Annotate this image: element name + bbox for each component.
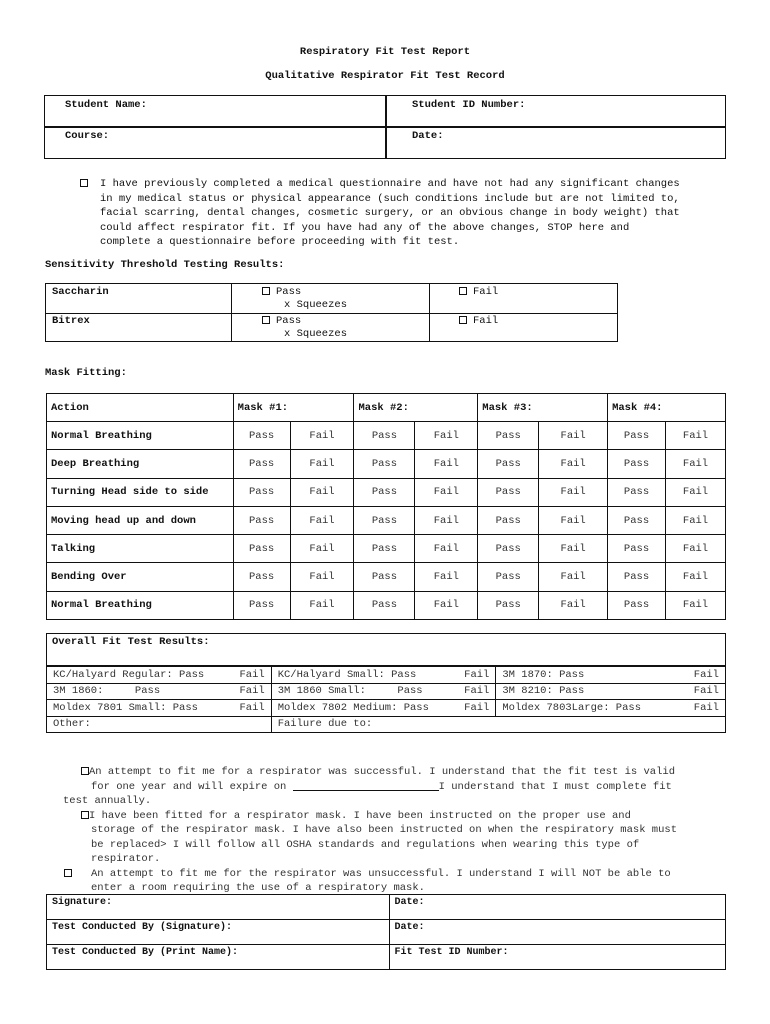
mask-3-fail-cell[interactable]: Fail xyxy=(539,535,608,563)
mask-3-pass-cell[interactable]: Pass xyxy=(478,591,539,619)
mask-1-header: Mask #1: xyxy=(233,394,354,422)
medical-line: facial scarring, dental changes, cosmetic surgery, or an obvious change in body weight) that xyxy=(100,207,680,219)
mask-4-fail-cell[interactable]: Fail xyxy=(666,563,726,591)
mask-2-fail-cell[interactable]: Fail xyxy=(415,450,478,478)
mask-4-header: Mask #4: xyxy=(608,394,726,422)
mask-2-fail-cell[interactable]: Fail xyxy=(415,506,478,534)
overall-result-cell[interactable] xyxy=(496,700,726,717)
mask-2-header: Mask #2: xyxy=(354,394,478,422)
fail-label: Fail xyxy=(473,315,499,327)
fitted-line: storage of the respirator mask. I have also been instructed on when the respiratory mask must xyxy=(91,824,677,836)
page-subtitle: Qualitative Respirator Fit Test Record xyxy=(265,70,505,82)
signature-date-field[interactable]: Date: xyxy=(389,895,725,920)
mask-2-pass-cell[interactable]: Pass xyxy=(354,478,415,506)
signature-row xyxy=(47,920,726,945)
mask-3-fail-cell[interactable]: Fail xyxy=(539,450,608,478)
saccharin-pass-checkbox[interactable] xyxy=(262,287,270,295)
mask-1-pass-cell[interactable]: Pass xyxy=(233,563,290,591)
mask-1-pass-cell[interactable]: Pass xyxy=(233,535,290,563)
mask-3-fail-cell[interactable]: Fail xyxy=(539,506,608,534)
success-line-3: test annually. xyxy=(63,795,152,807)
mask-4-fail-cell[interactable]: Fail xyxy=(666,591,726,619)
mask-result-label: Moldex 7802 Medium: Pass xyxy=(277,701,429,714)
medical-line: in my medical status or physical appearance (such conditions include but are not limited to, xyxy=(100,192,680,205)
success-line-1: An attempt to fit me for a respirator was successful. I understand that the fit test is valid xyxy=(89,766,675,778)
mask-action-row xyxy=(47,450,726,478)
bitrex-label: Bitrex xyxy=(52,315,90,327)
mask-result-fail: Fail xyxy=(464,701,490,714)
mask-4-pass-cell[interactable]: Pass xyxy=(608,478,666,506)
mask-2-pass-cell[interactable]: Pass xyxy=(354,450,415,478)
mask-4-fail-cell[interactable]: Fail xyxy=(666,422,726,450)
overall-results-table xyxy=(46,666,726,733)
mask-1-pass-cell[interactable]: Pass xyxy=(233,506,290,534)
mask-3-pass-cell[interactable]: Pass xyxy=(478,563,539,591)
mask-result-label: 3M 1870: Pass xyxy=(502,668,585,681)
student-info-box xyxy=(44,95,726,159)
mask-4-pass-cell[interactable]: Pass xyxy=(608,422,666,450)
mask-action-row xyxy=(47,591,726,619)
mask-4-fail-cell[interactable]: Fail xyxy=(666,506,726,534)
course-label: Course: xyxy=(65,130,110,142)
action-label: Bending Over xyxy=(47,563,234,591)
success-line-2a: for one year and will expire on xyxy=(91,780,287,793)
bitrex-fail xyxy=(459,315,498,327)
mask-4-pass-cell[interactable]: Pass xyxy=(608,506,666,534)
unsuccessful-line: enter a room requiring the use of a respiratory mask. xyxy=(91,882,425,894)
success-line-2b: I understand that I must complete fit xyxy=(438,780,672,793)
fitted-checkbox[interactable] xyxy=(81,811,89,819)
mask-2-pass-cell[interactable]: Pass xyxy=(354,535,415,563)
mask-2-pass-cell[interactable]: Pass xyxy=(354,591,415,619)
mask-2-pass-cell[interactable]: Pass xyxy=(354,506,415,534)
overall-result-cell[interactable] xyxy=(496,667,726,684)
signature-field[interactable]: Test Conducted By (Signature): xyxy=(47,920,390,945)
mask-3-pass-cell[interactable]: Pass xyxy=(478,506,539,534)
signature-row xyxy=(47,895,726,920)
action-label: Turning Head side to side xyxy=(47,478,234,506)
action-label: Talking xyxy=(47,535,234,563)
date-label: Date: xyxy=(412,130,444,142)
statements-block xyxy=(63,765,743,896)
mask-result-fail: Fail xyxy=(239,701,265,714)
student-name-label: Student Name: xyxy=(65,99,147,111)
mask-action-row xyxy=(47,563,726,591)
sensitivity-table xyxy=(45,283,618,342)
mask-3-fail-cell[interactable]: Fail xyxy=(539,563,608,591)
fitted-line: respirator. xyxy=(91,853,161,865)
mask-result-label: KC/Halyard Small: Pass xyxy=(277,668,417,681)
mask-action-row xyxy=(47,535,726,563)
action-header: Action xyxy=(47,394,234,422)
mask-4-fail-cell[interactable]: Fail xyxy=(666,535,726,563)
mask-action-row xyxy=(47,422,726,450)
overall-heading-box xyxy=(46,633,726,666)
mask-result-label: 3M 8210: Pass xyxy=(502,685,585,698)
overall-result-cell[interactable] xyxy=(271,683,496,700)
signature-date-field[interactable]: Date: xyxy=(389,920,725,945)
mask-2-fail-cell[interactable]: Fail xyxy=(415,591,478,619)
mask-1-fail-cell[interactable]: Fail xyxy=(290,450,354,478)
mask-1-fail-cell[interactable]: Fail xyxy=(290,535,354,563)
medical-statement xyxy=(100,177,740,250)
overall-result-cell[interactable] xyxy=(47,667,272,684)
mask-4-pass-cell[interactable]: Pass xyxy=(608,450,666,478)
fitted-line: be replaced> I will follow all OSHA standards and regulations when wearing this type of xyxy=(91,838,640,851)
mask-2-fail-cell[interactable]: Fail xyxy=(415,563,478,591)
saccharin-pass xyxy=(262,286,301,298)
overall-other-row xyxy=(47,716,726,733)
mask-1-fail-cell[interactable]: Fail xyxy=(290,478,354,506)
mask-result-fail: Fail xyxy=(464,685,490,698)
medical-line: complete a questionnaire before proceeding with fit test. xyxy=(100,236,460,248)
mask-3-pass-cell[interactable]: Pass xyxy=(478,535,539,563)
pass-label: Pass xyxy=(276,315,302,327)
mask-1-fail-cell[interactable]: Fail xyxy=(290,563,354,591)
expiry-date-field[interactable] xyxy=(293,780,439,791)
page-title: Respiratory Fit Test Report xyxy=(299,46,471,58)
mask-3-pass-cell[interactable]: Pass xyxy=(478,478,539,506)
signature-field[interactable]: Test Conducted By (Print Name): xyxy=(47,945,390,970)
mask-4-pass-cell[interactable]: Pass xyxy=(608,591,666,619)
mask-result-label: Moldex 7801 Small: Pass xyxy=(53,701,198,714)
signature-date-field[interactable]: Fit Test ID Number: xyxy=(389,945,725,970)
sensitivity-heading: Sensitivity Threshold Testing Results: xyxy=(45,259,285,271)
overall-results-row xyxy=(47,667,726,684)
saccharin-label: Saccharin xyxy=(52,286,109,298)
action-label: Normal Breathing xyxy=(47,422,234,450)
bitrex-squeezes: x Squeezes xyxy=(284,328,348,340)
mask-1-fail-cell[interactable]: Fail xyxy=(290,422,354,450)
mask-result-label: 3M 1860 Small: Pass xyxy=(277,685,423,698)
overall-result-cell[interactable] xyxy=(271,700,496,717)
mask-result-fail: Fail xyxy=(239,668,265,681)
overall-result-cell[interactable] xyxy=(47,683,272,700)
mask-2-pass-cell[interactable]: Pass xyxy=(354,563,415,591)
bitrex-fail-checkbox[interactable] xyxy=(459,316,467,324)
medical-checkbox[interactable] xyxy=(80,179,88,187)
mask-result-fail: Fail xyxy=(693,668,719,681)
mask-1-pass-cell[interactable]: Pass xyxy=(233,422,290,450)
action-label: Normal Breathing xyxy=(47,591,234,619)
mask-1-pass-cell[interactable]: Pass xyxy=(233,450,290,478)
saccharin-fail-checkbox[interactable] xyxy=(459,287,467,295)
action-label: Moving head up and down xyxy=(47,506,234,534)
mask-4-fail-cell[interactable]: Fail xyxy=(666,450,726,478)
mask-action-row xyxy=(47,506,726,534)
overall-result-cell[interactable] xyxy=(47,700,272,717)
mask-3-fail-cell[interactable]: Fail xyxy=(539,478,608,506)
overall-result-cell[interactable] xyxy=(271,667,496,684)
mask-result-fail: Fail xyxy=(239,685,265,698)
failure-due-label[interactable]: Failure due to: xyxy=(271,716,725,733)
mask-1-fail-cell[interactable]: Fail xyxy=(290,591,354,619)
overall-result-cell[interactable] xyxy=(496,683,726,700)
mask-3-header: Mask #3: xyxy=(478,394,608,422)
mask-4-pass-cell[interactable]: Pass xyxy=(608,563,666,591)
signature-field[interactable]: Signature: xyxy=(47,895,390,920)
mask-3-fail-cell[interactable]: Fail xyxy=(539,591,608,619)
saccharin-squeezes: x Squeezes xyxy=(284,299,348,311)
bitrex-pass xyxy=(262,315,301,327)
mask-1-fail-cell[interactable]: Fail xyxy=(290,506,354,534)
unsuccessful-line: An attempt to fit me for the respirator was unsuccessful. I understand I will NOT be able to xyxy=(91,867,671,880)
unsuccessful-checkbox[interactable] xyxy=(64,869,72,877)
student-id-label: Student ID Number: xyxy=(412,99,526,111)
mask-action-row xyxy=(47,478,726,506)
overall-heading: Overall Fit Test Results: xyxy=(52,636,210,648)
other-label[interactable]: Other: xyxy=(47,716,272,733)
bitrex-pass-checkbox[interactable] xyxy=(262,316,270,324)
mask-4-fail-cell[interactable]: Fail xyxy=(666,478,726,506)
pass-label: Pass xyxy=(276,286,302,298)
signature-row xyxy=(47,945,726,970)
mask-result-fail: Fail xyxy=(693,701,719,714)
medical-line: could affect respirator fit. If you have had any of the above changes, STOP here and xyxy=(100,221,630,234)
mask-fitting-heading: Mask Fitting: xyxy=(45,367,127,379)
mask-result-label: KC/Halyard Regular: Pass xyxy=(53,668,205,681)
mask-3-fail-cell[interactable]: Fail xyxy=(539,422,608,450)
mask-result-label: 3M 1860: Pass xyxy=(53,685,161,698)
mask-1-pass-cell[interactable]: Pass xyxy=(233,478,290,506)
mask-result-fail: Fail xyxy=(693,685,719,698)
fitted-line: I have been fitted for a respirator mask. I have been instructed on the proper use and xyxy=(89,809,631,822)
mask-2-fail-cell[interactable]: Fail xyxy=(415,478,478,506)
signature-table xyxy=(46,894,726,970)
mask-header-row xyxy=(47,394,726,422)
success-checkbox[interactable] xyxy=(81,767,89,775)
mask-4-pass-cell[interactable]: Pass xyxy=(608,535,666,563)
mask-3-pass-cell[interactable]: Pass xyxy=(478,422,539,450)
mask-2-pass-cell[interactable]: Pass xyxy=(354,422,415,450)
fail-label: Fail xyxy=(473,286,499,298)
mask-2-fail-cell[interactable]: Fail xyxy=(415,535,478,563)
mask-2-fail-cell[interactable]: Fail xyxy=(415,422,478,450)
overall-results-row xyxy=(47,683,726,700)
mask-fitting-table xyxy=(46,393,726,620)
saccharin-fail xyxy=(459,286,498,298)
mask-1-pass-cell[interactable]: Pass xyxy=(233,591,290,619)
mask-result-fail: Fail xyxy=(464,668,490,681)
mask-3-pass-cell[interactable]: Pass xyxy=(478,450,539,478)
mask-result-label: Moldex 7803Large: Pass xyxy=(502,701,641,714)
medical-line: I have previously completed a medical questionnaire and have not had any significant changes xyxy=(100,178,680,190)
overall-results-row xyxy=(47,700,726,717)
action-label: Deep Breathing xyxy=(47,450,234,478)
